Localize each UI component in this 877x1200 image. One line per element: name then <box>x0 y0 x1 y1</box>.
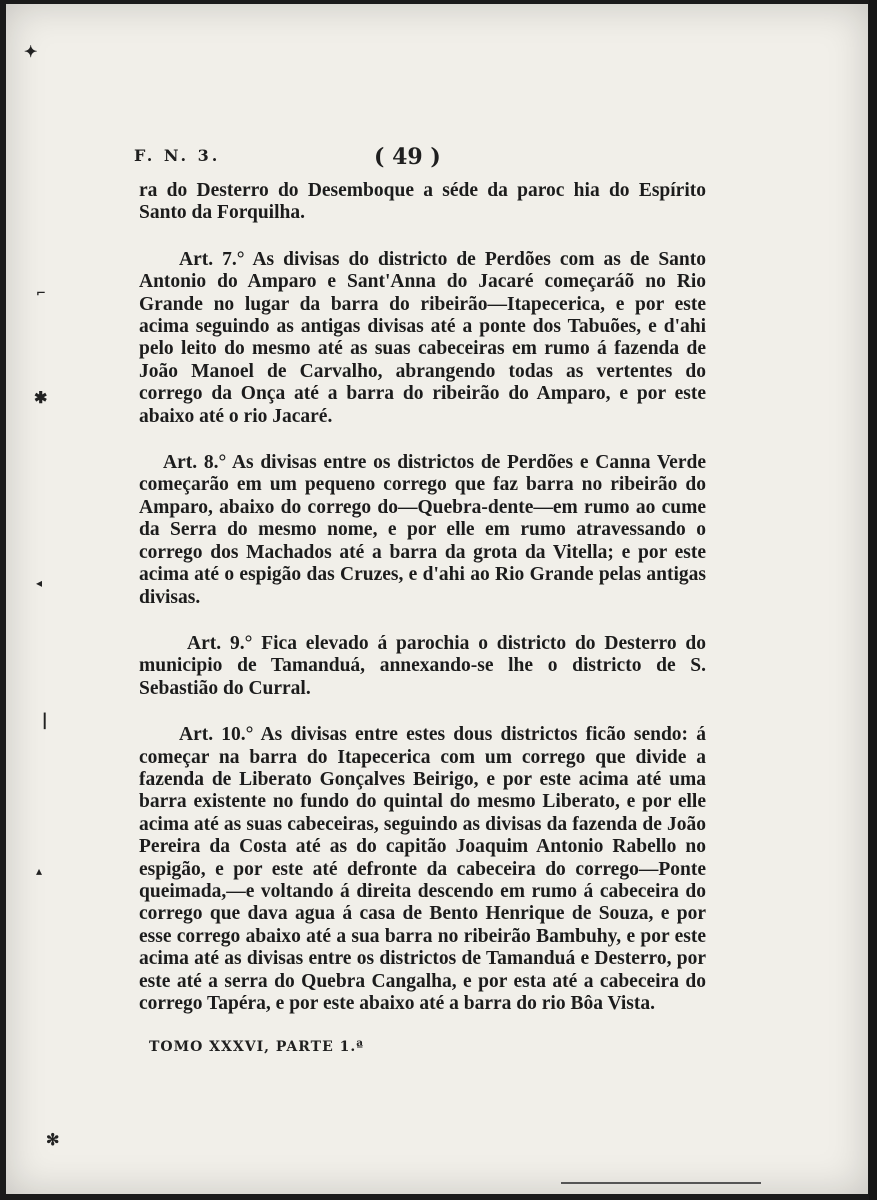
margin-speck: ✱ <box>34 388 48 407</box>
body-text <box>139 180 706 1015</box>
article-9-text: Fica elevado á parochia o districto do Desterro do municipio de Tamanduá, annexando-se lhe o districto de S. Sebastião do Curral. <box>139 632 707 699</box>
page-edge-rule <box>561 1182 761 1184</box>
book-page <box>6 4 868 1194</box>
footer-signature: TOMO XXXVI, PARTE 1.ª <box>149 1039 365 1055</box>
article-9 <box>139 633 706 700</box>
article-10 <box>139 724 706 1015</box>
article-9-label: Art. 9.° <box>187 632 253 654</box>
article-8 <box>139 452 706 609</box>
article-10-text: As divisas entre estes dous districtos ficão sendo: á começar na barra do Itapecerica com um corrego que divide a fazenda de Liberato Gonçalves Beirigo, e por este acima até uma barra existente no fundo do quintal do mesmo Liberato, e por elle acima até as suas cabeceiras, seguindo as divisas da fazenda de João Pereira da Costa até as do capitão Joaquim Antonio Rabello no espigão, e por este até defronte da cabeceira do corrego—Ponte queimada,—e voltando á direita descendo em rumo á cabeceira do corrego que dava agua á casa de Bento Henrique de Souza, e por esse corrego abaixo até a sua barra no ribeirão Bambuhy, e por este acima até as divisas entre os districtos de Tamanduá e Desterro, por este até a serra do Quebra Cangalha, e por esta até a cabeceira do corrego Tapéra, e por este abaixo até a barra do rio Bôa Vista. <box>139 724 706 1014</box>
margin-speck: ✦ <box>24 42 38 61</box>
article-10-label: Art. 10.° <box>179 724 254 746</box>
scan-border <box>869 0 877 1200</box>
margin-speck: ▴ <box>36 864 43 878</box>
article-7-label: Art. 7.° <box>179 248 245 270</box>
page-number: ( 49 ) <box>374 144 441 170</box>
continuation-paragraph: ra do Desterro do Desemboque a séde da paroc hia do Espírito Santo da Forquilha. <box>139 180 706 224</box>
article-8-text: As divisas entre os districtos de Perdões e Canna Verde começarão em um pequeno corrego que faz barra no ribeirão do Amparo, abaixo do corrego do—Quebra-dente—em rumo ao cume da Serra do mesmo nome, e por elle em rumo atravessando o corrego dos Machados até a barra da grota da Vitella; e por este acima até o espigão das Cruzes, e d'ahi ao Rio Grande pelas antigas divisas. <box>139 452 706 608</box>
margin-speck: ◂ <box>36 576 43 590</box>
margin-speck: ✻ <box>46 1130 60 1149</box>
article-8-label: Art. 8.° <box>163 452 227 474</box>
margin-speck: ❘ <box>38 710 52 729</box>
signature-mark: F. N. 3. <box>134 146 221 165</box>
article-7-text: As divisas do districto de Perdões com as de Santo Antonio do Amparo e Sant'Anna do Jacaré começaráõ no Rio Grande no lugar da barra do ribeirão—Itapecerica, e por este acima seguindo as antigas divisas até a ponte dos Tabuões, e d'ahi pelo leito do mesmo até as suas cabeceiras em rumo á fazenda de João Manoel de Carvalho, abrangendo todas as vertentes do corrego da Onça até a barra do ribeirão do Amparo, e por este abaixo até o rio Jacaré. <box>139 248 707 427</box>
article-7 <box>139 249 706 428</box>
margin-speck: ⌐ <box>36 286 47 300</box>
